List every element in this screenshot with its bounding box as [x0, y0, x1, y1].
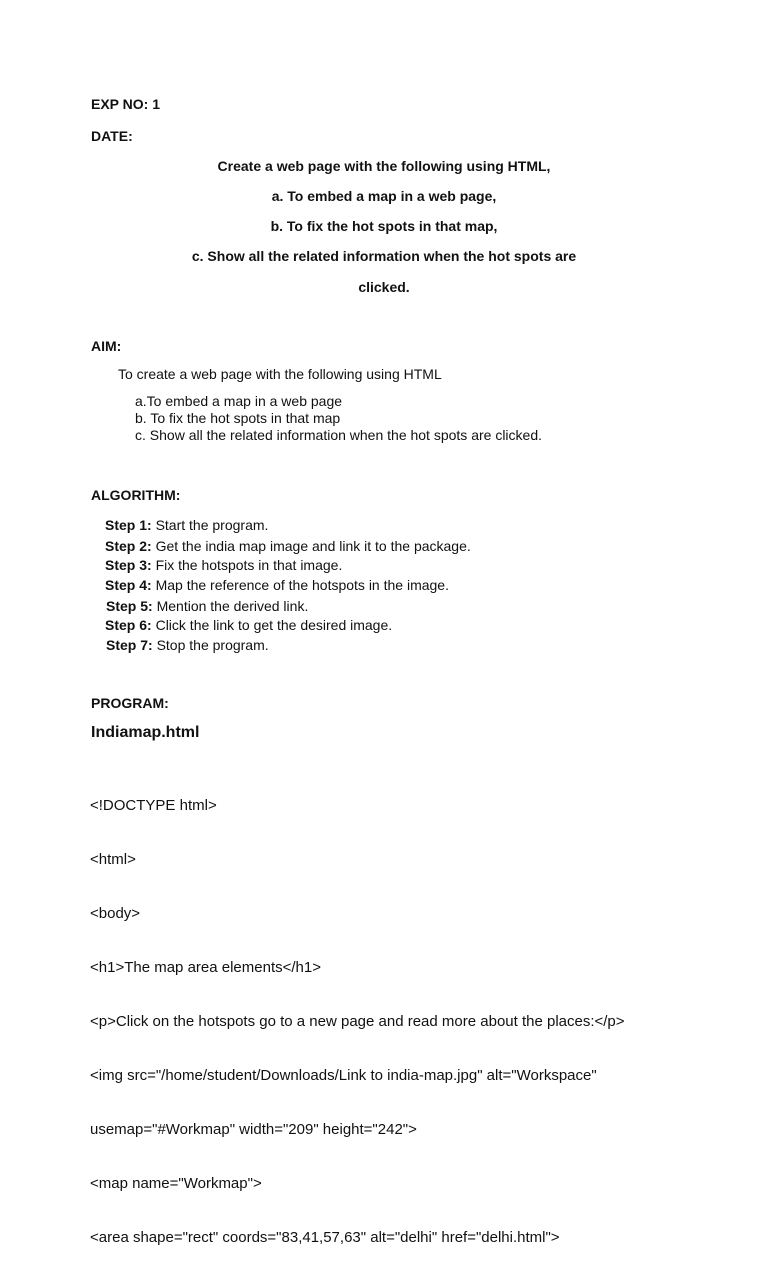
step-label: Step 2: [105, 538, 152, 554]
step-label: Step 5: [106, 598, 153, 614]
title-line-4: c. Show all the related information when the hot spots are [191, 248, 577, 264]
step-text: Click the link to get the desired image. [155, 617, 393, 633]
title-line-3: b. To fix the hot spots in that map, [270, 218, 498, 234]
title-line-2: a. To embed a map in a web page, [271, 188, 497, 204]
step-text: Start the program. [155, 517, 269, 533]
step-text: Stop the program. [156, 637, 269, 653]
step-label: Step 7: [106, 637, 153, 653]
aim-item: a.To embed a map in a web page [135, 393, 343, 409]
step-text: Get the india map image and link it to the package. [155, 538, 471, 554]
step-label: Step 4: [105, 577, 152, 593]
algorithm-step [105, 577, 449, 593]
code-line: <p>Click on the hotspots go to a new page and read more about the places:</p> [90, 1013, 625, 1030]
code-line: <img src="/home/student/Downloads/Link to india-map.jpg" alt="Workspace" [90, 1067, 597, 1084]
date-label: DATE: [91, 128, 133, 144]
code-line: usemap="#Workmap" width="209" height="242"> [90, 1121, 417, 1138]
step-text: Fix the hotspots in that image. [155, 557, 343, 573]
title-line-5: clicked. [358, 279, 410, 295]
title-line-1: Create a web page with the following using HTML, [217, 158, 551, 174]
aim-list [135, 393, 542, 444]
code-line: <map name="Workmap"> [90, 1175, 262, 1192]
algorithm-heading: ALGORITHM: [91, 487, 181, 503]
step-label: Step 6: [105, 617, 152, 633]
step-label: Step 3: [105, 557, 152, 573]
code-line: <body> [90, 905, 141, 922]
code-line: <!DOCTYPE html> [90, 797, 217, 814]
algorithm-step [106, 598, 308, 614]
code-block [90, 761, 625, 1265]
code-line: <area shape="rect" coords="83,41,57,63" alt="delhi" href="delhi.html"> [90, 1229, 560, 1246]
aim-intro: To create a web page with the following using HTML [118, 366, 442, 382]
algorithm-step [105, 557, 342, 573]
exp-number: EXP NO: 1 [91, 96, 160, 112]
aim-item: c. Show all the related information when the hot spots are clicked. [135, 427, 542, 443]
program-file-name: Indiamap.html [91, 724, 200, 741]
step-text: Map the reference of the hotspots in the image. [155, 577, 449, 593]
code-line: <h1>The map area elements</h1> [90, 959, 321, 976]
algorithm-step [105, 517, 268, 533]
aim-heading: AIM: [91, 338, 122, 354]
code-line: <html> [90, 851, 136, 868]
algorithm-step [105, 617, 392, 633]
aim-item: b. To fix the hot spots in that map [135, 410, 341, 426]
program-heading: PROGRAM: [91, 695, 169, 711]
step-label: Step 1: [105, 517, 152, 533]
step-text: Mention the derived link. [156, 598, 309, 614]
algorithm-step [105, 538, 471, 554]
algorithm-step [106, 637, 269, 653]
